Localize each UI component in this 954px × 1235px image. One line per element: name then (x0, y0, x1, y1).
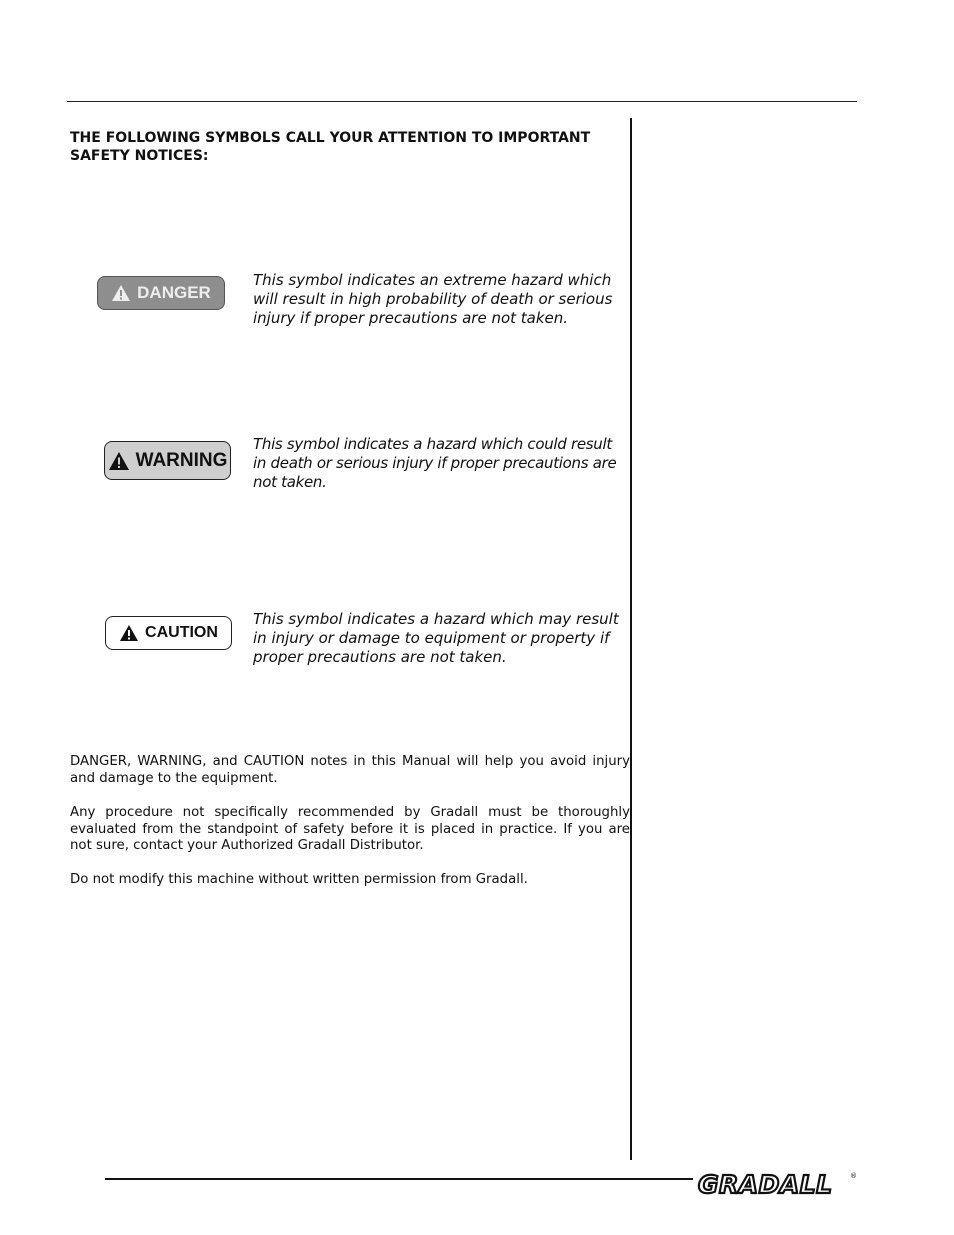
caution-label: CAUTION (145, 624, 218, 641)
warning-triangle-icon (108, 451, 130, 471)
danger-description: This symbol indicates an extreme hazard which will result in high probability of death or serious injury if proper precautions are not taken. (253, 271, 613, 327)
danger-label: DANGER (137, 283, 211, 302)
caution-badge (105, 616, 232, 650)
gradall-logo (696, 1168, 858, 1198)
registered-mark: ® (850, 1172, 857, 1180)
footer-rule (105, 1178, 693, 1180)
paragraph-notes: DANGER, WARNING, and CAUTION notes in this Manual will help you avoid injury and damage to the equipment. (70, 754, 630, 786)
header-rule (67, 101, 857, 102)
column-divider (630, 118, 632, 1160)
warning-triangle-icon (119, 624, 139, 642)
paragraph-modify: Do not modify this machine without written permission from Gradall. (70, 872, 528, 887)
warning-label: WARNING (135, 449, 228, 471)
warning-badge (104, 441, 231, 480)
paragraph-procedure: Any procedure not specifically recommended by Gradall must be thoroughly evaluated from the standpoint of safety before it is placed in practice. If you are not sure, contact your Authorized Gradall Distributor. (70, 805, 630, 853)
warning-description: This symbol indicates a hazard which could result in death or serious injury if proper precautions are not taken. (253, 435, 617, 491)
danger-badge (97, 276, 225, 310)
caution-description: This symbol indicates a hazard which may result in injury or damage to equipment or property if proper precautions are not taken. (253, 610, 619, 666)
warning-triangle-icon (111, 284, 131, 302)
page-heading: THE FOLLOWING SYMBOLS CALL YOUR ATTENTION TO IMPORTANT SAFETY NOTICES: (70, 130, 591, 164)
logo-text: GRADALL (698, 1170, 833, 1198)
